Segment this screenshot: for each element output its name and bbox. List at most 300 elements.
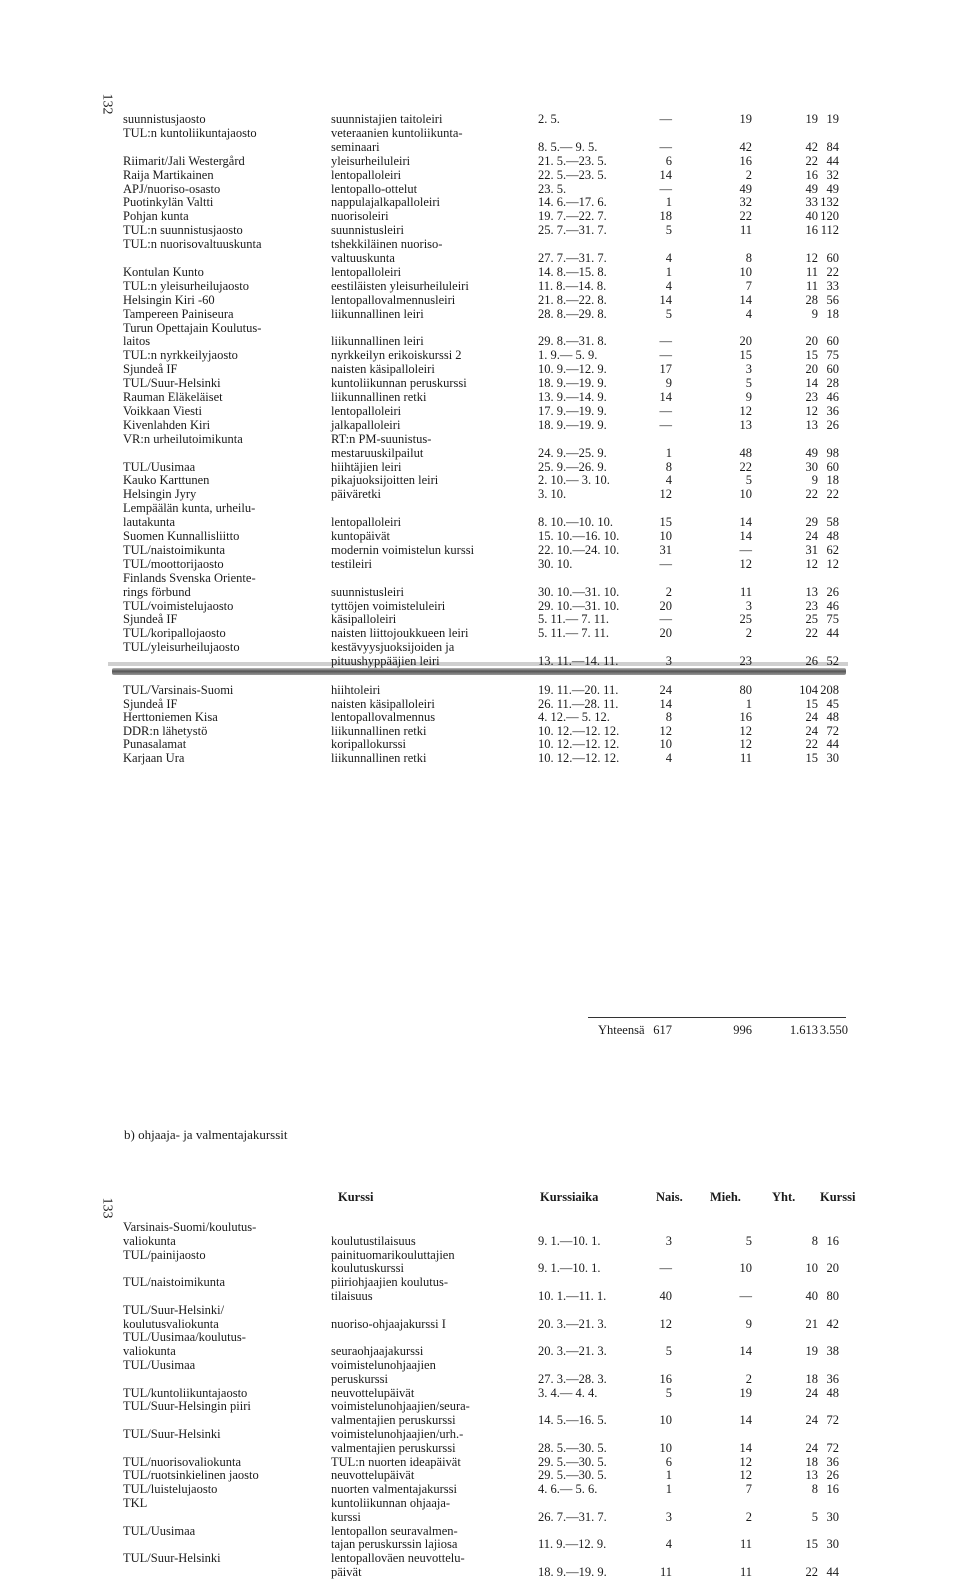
course-cell: koulutuskurssi: [331, 1261, 404, 1276]
course-days-cell: 18: [826, 306, 839, 321]
men-cell: 2: [745, 1371, 752, 1386]
date-cell: 10. 1.—11. 1.: [538, 1289, 607, 1303]
total-cell: 23: [805, 390, 818, 404]
total-cell: 15: [805, 750, 818, 765]
course-days-cell: 28: [826, 376, 839, 391]
date-cell: 13. 9.—14. 9.: [538, 390, 607, 404]
org-cell: TUL/kuntoliikuntajaosto: [123, 1385, 248, 1400]
date-cell: 18. 9.—19. 9.: [538, 417, 607, 432]
org-cell: TUL/yleisurheilujaosto: [123, 640, 240, 655]
men-cell: 12: [739, 1454, 752, 1469]
men-cell: 13: [739, 417, 752, 432]
total-cell: 40: [805, 1289, 818, 1303]
course-cell: mestaruuskilpailut: [331, 445, 424, 460]
org-cell: Tampereen Painiseura: [123, 306, 234, 321]
course-cell: koripallokurssi: [331, 737, 406, 751]
date-cell: 3. 4.— 4. 4.: [538, 1385, 598, 1400]
course-cell: tyttöjen voimisteluleiri: [331, 598, 446, 613]
page-number-top: 132: [99, 93, 115, 115]
org-cell: Pohjan kunta: [123, 209, 189, 224]
course-days-cell: 42: [826, 1316, 839, 1331]
date-cell: 30. 10.—31. 10.: [538, 584, 620, 599]
org-cell: Varsinais-Suomi/koulutus-: [123, 1220, 257, 1234]
course-days-cell: 30: [826, 1537, 839, 1552]
course-cell: koulutustilaisuus: [331, 1233, 416, 1248]
men-cell: 3: [745, 598, 752, 613]
course-cell: valmentajien peruskurssi: [331, 1413, 456, 1428]
women-cell: 1: [665, 195, 672, 210]
course-cell: nuoriso-ohjaajakurssi I: [331, 1316, 446, 1331]
women-cell: —: [659, 181, 672, 196]
date-cell: 25. 9.—26. 9.: [538, 459, 607, 474]
course-days-cell: 44: [826, 626, 839, 641]
course-days-cell: 132: [820, 195, 839, 210]
total-cell: 49: [805, 445, 818, 460]
men-cell: 2: [745, 626, 752, 641]
men-cell: 16: [739, 710, 752, 724]
org-cell: Punasalamat: [123, 737, 187, 751]
org-cell: Sjundeå IF: [123, 696, 178, 711]
date-cell: 28. 5.—30. 5.: [538, 1440, 607, 1455]
total-cell: 9: [811, 306, 818, 321]
men-cell: 22: [739, 209, 752, 224]
total-cell: 10: [805, 1261, 818, 1276]
date-cell: 8. 10.—10. 10.: [538, 515, 613, 530]
women-cell: 14: [659, 696, 672, 711]
course-days-cell: 32: [826, 167, 839, 182]
women-cell: 8: [665, 710, 672, 724]
men-cell: 11: [739, 223, 752, 238]
total-cell: 24: [805, 1385, 818, 1400]
women-cell: 12: [659, 487, 672, 502]
org-cell: Kauko Karttunen: [123, 473, 210, 488]
total-cell: 22: [805, 1565, 818, 1579]
header-course-time: Kurssiaika: [540, 1190, 599, 1204]
course-days-cell: 22: [826, 264, 839, 279]
org-cell: TUL/Suur-Helsingin piiri: [123, 1399, 251, 1414]
org-cell: Rauman Eläkeläiset: [123, 390, 223, 404]
men-cell: 80: [739, 683, 752, 697]
course-days-cell: 52: [826, 654, 839, 669]
org-cell: Lempäälän kunta, urheilu-: [123, 501, 256, 516]
header-women: Nais.: [656, 1190, 683, 1204]
total-cell: 20: [805, 334, 818, 349]
date-cell: 19. 7.—22. 7.: [538, 209, 607, 224]
course-days-cell: 208: [820, 683, 839, 697]
men-cell: 11: [739, 1537, 752, 1552]
date-cell: 19. 11.—20. 11.: [538, 683, 619, 697]
men-cell: —: [739, 1289, 752, 1303]
total-cell: 8: [811, 1482, 818, 1497]
course-cell: kuntoliikunnan peruskurssi: [331, 376, 467, 391]
course-days-cell: 30: [826, 750, 839, 765]
date-cell: 14. 5.—16. 5.: [538, 1413, 607, 1428]
total-cell: 11: [805, 264, 818, 279]
course-cell: naisten käsipalloleiri: [331, 696, 435, 711]
org-cell: Suomen Kunnallisliitto: [123, 529, 240, 543]
total-course-days: 3.550: [819, 1023, 848, 1037]
date-cell: 4. 6.— 5. 6.: [538, 1482, 598, 1497]
total-cell: 28: [805, 292, 818, 307]
women-cell: —: [659, 112, 672, 126]
women-cell: 10: [659, 1440, 672, 1455]
men-cell: 14: [739, 292, 752, 307]
total-cell: 16: [805, 167, 818, 182]
total-all: 1.613: [789, 1023, 818, 1037]
total-cell: 33: [805, 195, 818, 210]
date-cell: 29. 5.—30. 5.: [538, 1468, 607, 1483]
course-days-cell: 44: [826, 1565, 839, 1579]
course-cell: neuvottelupäivät: [331, 1385, 415, 1400]
women-cell: 24: [659, 683, 672, 697]
men-cell: 42: [739, 139, 752, 154]
women-cell: 6: [665, 153, 672, 168]
org-cell: TUL/Suur-Helsinki: [123, 1427, 221, 1441]
men-cell: 3: [745, 362, 752, 377]
women-cell: 5: [665, 1344, 672, 1359]
date-cell: 25. 7.—31. 7.: [538, 223, 607, 238]
course-cell: yleisurheiluleiri: [331, 153, 411, 168]
date-cell: 24. 9.—25. 9.: [538, 445, 607, 460]
total-cell: 12: [805, 403, 818, 418]
men-cell: 12: [739, 723, 752, 738]
course-days-cell: 72: [826, 723, 839, 738]
total-women: 617: [653, 1023, 672, 1037]
course-cell: liikunnallinen retki: [331, 723, 427, 738]
women-cell: 1: [665, 1468, 672, 1483]
course-cell: modernin voimistelun kurssi: [331, 542, 475, 557]
women-cell: —: [659, 612, 672, 627]
course-cell: lentopallon seuravalmen-: [331, 1523, 458, 1538]
course-days-cell: 75: [826, 612, 839, 627]
date-cell: 13. 11.—14. 11.: [538, 654, 619, 669]
course-cell: päivät: [331, 1565, 362, 1579]
men-cell: 14: [739, 1413, 752, 1428]
course-cell: pituushyppääjien leiri: [331, 654, 440, 669]
date-cell: 20. 3.—21. 3.: [538, 1316, 607, 1331]
date-cell: 5. 11.— 7. 11.: [538, 612, 609, 627]
total-cell: 25: [805, 612, 818, 627]
men-cell: 12: [739, 1468, 752, 1483]
org-cell: TUL/koripallojaosto: [123, 626, 226, 641]
women-cell: 40: [659, 1289, 672, 1303]
course-days-cell: 112: [820, 223, 839, 238]
org-cell: suunnistusjaosto: [123, 112, 206, 126]
org-cell: Riimarit/Jali Westergård: [123, 153, 245, 168]
women-cell: —: [659, 139, 672, 154]
men-cell: 9: [745, 390, 752, 404]
course-days-cell: 46: [826, 390, 839, 404]
course-cell: seminaari: [331, 139, 380, 154]
women-cell: —: [659, 556, 672, 571]
men-cell: 15: [739, 348, 752, 363]
total-cell: 22: [805, 737, 818, 751]
org-cell: VR:n urheilutoimikunta: [123, 431, 243, 446]
total-cell: 24: [805, 710, 818, 724]
course-cell: lentopalloleiri: [331, 403, 402, 418]
women-cell: 6: [665, 1454, 672, 1469]
org-cell: Kivenlahden Kiri: [123, 417, 211, 432]
course-days-cell: 48: [826, 1385, 839, 1400]
org-cell: Sjundeå IF: [123, 612, 178, 627]
women-cell: 1: [665, 264, 672, 279]
men-cell: 19: [739, 112, 752, 126]
header-course-days: Kurssi: [820, 1190, 856, 1204]
org-cell: lautakunta: [123, 515, 176, 530]
date-cell: 28. 8.—29. 8.: [538, 306, 607, 321]
total-men: 996: [733, 1023, 752, 1037]
org-cell: Helsingin Kiri -60: [123, 292, 215, 307]
women-cell: 18: [659, 209, 672, 224]
course-cell: naisten käsipalloleiri: [331, 362, 435, 377]
men-cell: 2: [745, 1509, 752, 1524]
men-cell: 5: [745, 473, 752, 488]
org-cell: Herttoniemen Kisa: [123, 710, 218, 724]
course-days-cell: 120: [820, 209, 839, 224]
header-total: Yht.: [772, 1190, 796, 1204]
men-cell: 14: [739, 529, 752, 543]
women-cell: 4: [665, 251, 672, 265]
course-cell: naisten liittojoukkueen leiri: [331, 626, 469, 641]
women-cell: 5: [665, 1385, 672, 1400]
men-cell: 4: [745, 306, 752, 321]
org-cell: TUL:n nuorisovaltuuskunta: [123, 237, 262, 252]
men-cell: —: [739, 542, 752, 557]
total-cell: 19: [805, 1344, 818, 1359]
course-days-cell: 30: [826, 1509, 839, 1524]
total-cell: 15: [805, 696, 818, 711]
women-cell: 5: [665, 223, 672, 238]
course-days-cell: 45: [826, 696, 839, 711]
date-cell: 14. 6.—17. 6.: [538, 195, 607, 210]
women-cell: 20: [659, 598, 672, 613]
course-days-cell: 12: [826, 556, 839, 571]
date-cell: 21. 8.—22. 8.: [538, 292, 607, 307]
total-cell: 16: [805, 223, 818, 238]
men-cell: 9: [745, 1316, 752, 1331]
women-cell: 5: [665, 306, 672, 321]
men-cell: 10: [739, 1261, 752, 1276]
date-cell: 11. 8.—14. 8.: [538, 278, 607, 293]
women-cell: 1: [665, 1482, 672, 1497]
course-cell: valmentajien peruskurssi: [331, 1440, 456, 1455]
date-cell: 26. 11.—28. 11.: [538, 696, 619, 711]
date-cell: 8. 5.— 9. 5.: [538, 139, 598, 154]
course-cell: liikunnallinen leiri: [331, 334, 424, 349]
course-cell: seuraohjaajakurssi: [331, 1344, 424, 1359]
course-cell: liikunnallinen leiri: [331, 306, 424, 321]
course-cell: nyrkkeilyn erikoiskurssi 2: [331, 348, 462, 363]
total-rule: [588, 1017, 846, 1018]
total-cell: 15: [805, 348, 818, 363]
course-cell: piiriohjaajien koulutus-: [331, 1275, 448, 1290]
org-cell: TUL:n nyrkkeilyjaosto: [123, 348, 238, 363]
total-cell: 29: [805, 515, 818, 530]
total-cell: 30: [805, 459, 818, 474]
date-cell: 14. 8.—15. 8.: [538, 264, 607, 279]
total-cell: 22: [805, 487, 818, 502]
course-cell: painituomarikouluttajien: [331, 1247, 455, 1262]
course-days-cell: 48: [826, 710, 839, 724]
org-cell: Finlands Svenska Oriente-: [123, 570, 256, 585]
org-cell: laitos: [123, 334, 151, 349]
course-days-cell: 56: [826, 292, 839, 307]
course-cell: eestiläisten yleisurheiluleiri: [331, 278, 469, 293]
total-cell: 18: [805, 1454, 818, 1469]
course-cell: kestävyysjuoksijoiden ja: [331, 640, 455, 655]
date-cell: 30. 10.: [538, 556, 573, 571]
course-days-cell: 16: [826, 1482, 839, 1497]
course-days-cell: 98: [826, 445, 839, 460]
course-cell: liikunnallinen retki: [331, 390, 427, 404]
date-cell: 27. 3.—28. 3.: [538, 1371, 607, 1386]
course-cell: lentopallovalmennusleiri: [331, 292, 456, 307]
org-cell: TUL/painijaosto: [123, 1247, 206, 1262]
course-days-cell: 26: [826, 1468, 839, 1483]
date-cell: 21. 5.—23. 5.: [538, 153, 607, 168]
org-cell: Puotinkylän Valtti: [123, 195, 214, 210]
total-cell: 104: [799, 683, 818, 697]
women-cell: 17: [659, 362, 672, 377]
course-cell: suunnistajien taitoleiri: [331, 112, 443, 126]
women-cell: 4: [665, 473, 672, 488]
page-number-bottom: 133: [99, 1197, 115, 1219]
men-cell: 32: [739, 195, 752, 210]
date-cell: 22. 10.—24. 10.: [538, 542, 620, 557]
course-days-cell: 38: [826, 1344, 839, 1359]
course-days-cell: 16: [826, 1233, 839, 1248]
course-days-cell: 19: [826, 112, 839, 126]
org-cell: TUL/naistoimikunta: [123, 1275, 226, 1290]
course-cell: RT:n PM-suunistus-: [331, 431, 432, 446]
course-days-cell: 60: [826, 362, 839, 377]
org-cell: valiokunta: [123, 1344, 176, 1359]
women-cell: —: [659, 417, 672, 432]
men-cell: 12: [739, 556, 752, 571]
women-cell: 14: [659, 390, 672, 404]
org-cell: koulutusvaliokunta: [123, 1316, 219, 1331]
women-cell: 15: [659, 515, 672, 530]
org-cell: TUL/Varsinais-Suomi: [123, 683, 234, 697]
course-cell: lentopalloleiri: [331, 264, 402, 279]
course-days-cell: 75: [826, 348, 839, 363]
org-cell: Kontulan Kunto: [123, 264, 204, 279]
total-cell: 40: [805, 209, 818, 224]
course-cell: suunnistusleiri: [331, 223, 404, 238]
course-cell: testileiri: [331, 556, 372, 571]
total-cell: 22: [805, 626, 818, 641]
course-days-cell: 58: [826, 515, 839, 530]
date-cell: 29. 10.—31. 10.: [538, 598, 620, 613]
total-cell: 12: [805, 556, 818, 571]
org-cell: TUL/Suur-Helsinki/: [123, 1302, 225, 1317]
total-cell: 12: [805, 251, 818, 265]
date-cell: 17. 9.—19. 9.: [538, 403, 607, 418]
women-cell: 1: [665, 445, 672, 460]
date-cell: 22. 5.—23. 5.: [538, 167, 607, 182]
org-cell: TUL/Uusimaa/koulutus-: [123, 1330, 246, 1345]
date-cell: 3. 10.: [538, 487, 567, 502]
total-cell: 13: [805, 1468, 818, 1483]
men-cell: 16: [739, 153, 752, 168]
org-cell: TUL/voimistelujaosto: [123, 598, 234, 613]
total-cell: 26: [805, 654, 818, 669]
men-cell: 8: [745, 251, 752, 265]
men-cell: 19: [739, 1385, 752, 1400]
total-cell: 21: [805, 1316, 818, 1331]
total-cell: 24: [805, 529, 818, 543]
total-cell: 13: [805, 417, 818, 432]
women-cell: 4: [665, 750, 672, 765]
course-cell: voimistelunohjaajien/urh.-: [331, 1427, 464, 1441]
course-cell: nuorten valmentajakurssi: [331, 1482, 458, 1497]
course-days-cell: 36: [826, 1371, 839, 1386]
course-cell: voimistelunohjaajien: [331, 1358, 436, 1372]
course-cell: lentopallo-ottelut: [331, 181, 418, 196]
date-cell: 5. 11.— 7. 11.: [538, 626, 609, 641]
course-days-cell: 44: [826, 737, 839, 751]
total-cell: 24: [805, 723, 818, 738]
women-cell: 14: [659, 292, 672, 307]
course-days-cell: 62: [826, 542, 839, 557]
course-days-cell: 46: [826, 598, 839, 613]
total-label: Yhteensä: [598, 1023, 645, 1037]
total-cell: 19: [805, 112, 818, 126]
course-cell: TUL:n nuorten ideapäivät: [331, 1454, 461, 1469]
men-cell: 5: [745, 1233, 752, 1248]
course-days-cell: 60: [826, 334, 839, 349]
course-days-cell: 33: [826, 278, 839, 293]
org-cell: TUL/Suur-Helsinki: [123, 1551, 221, 1566]
women-cell: 11: [659, 1565, 672, 1579]
women-cell: 10: [659, 737, 672, 751]
org-cell: Turun Opettajain Koulutus-: [123, 320, 262, 335]
org-cell: APJ/nuoriso-osasto: [123, 181, 221, 196]
total-cell: 5: [811, 1509, 818, 1524]
men-cell: 48: [739, 445, 752, 460]
date-cell: 10. 12.—12. 12.: [538, 723, 620, 738]
course-cell: voimistelunohjaajien/seura-: [331, 1399, 470, 1414]
men-cell: 11: [739, 750, 752, 765]
total-cell: 18: [805, 1371, 818, 1386]
course-cell: tajan peruskurssin lajiosa: [331, 1537, 458, 1552]
date-cell: 2. 10.— 3. 10.: [538, 473, 610, 488]
men-cell: 11: [739, 1565, 752, 1579]
date-cell: 1. 9.— 5. 9.: [538, 348, 598, 363]
course-days-cell: 26: [826, 584, 839, 599]
date-cell: 9. 1.—10. 1.: [538, 1233, 601, 1248]
men-cell: 12: [739, 737, 752, 751]
date-cell: 10. 12.—12. 12.: [538, 737, 620, 751]
course-days-cell: 72: [826, 1440, 839, 1455]
org-cell: rings förbund: [123, 584, 191, 599]
header-men: Mieh.: [710, 1190, 741, 1204]
total-cell: 22: [805, 153, 818, 168]
course-cell: tilaisuus: [331, 1289, 373, 1303]
org-cell: TUL/naistoimikunta: [123, 542, 226, 557]
org-cell: TKL: [123, 1496, 148, 1510]
date-cell: 2. 5.: [538, 112, 560, 126]
date-cell: 20. 3.—21. 3.: [538, 1344, 607, 1359]
course-cell: nappulajalkapalloleiri: [331, 195, 440, 210]
page-fold: [112, 668, 846, 675]
course-days-cell: 26: [826, 417, 839, 432]
total-cell: 8: [811, 1233, 818, 1248]
course-cell: lentopallovalmennus: [331, 710, 436, 724]
course-days-cell: 20: [826, 1261, 839, 1276]
men-cell: 7: [745, 1482, 752, 1497]
women-cell: —: [659, 403, 672, 418]
